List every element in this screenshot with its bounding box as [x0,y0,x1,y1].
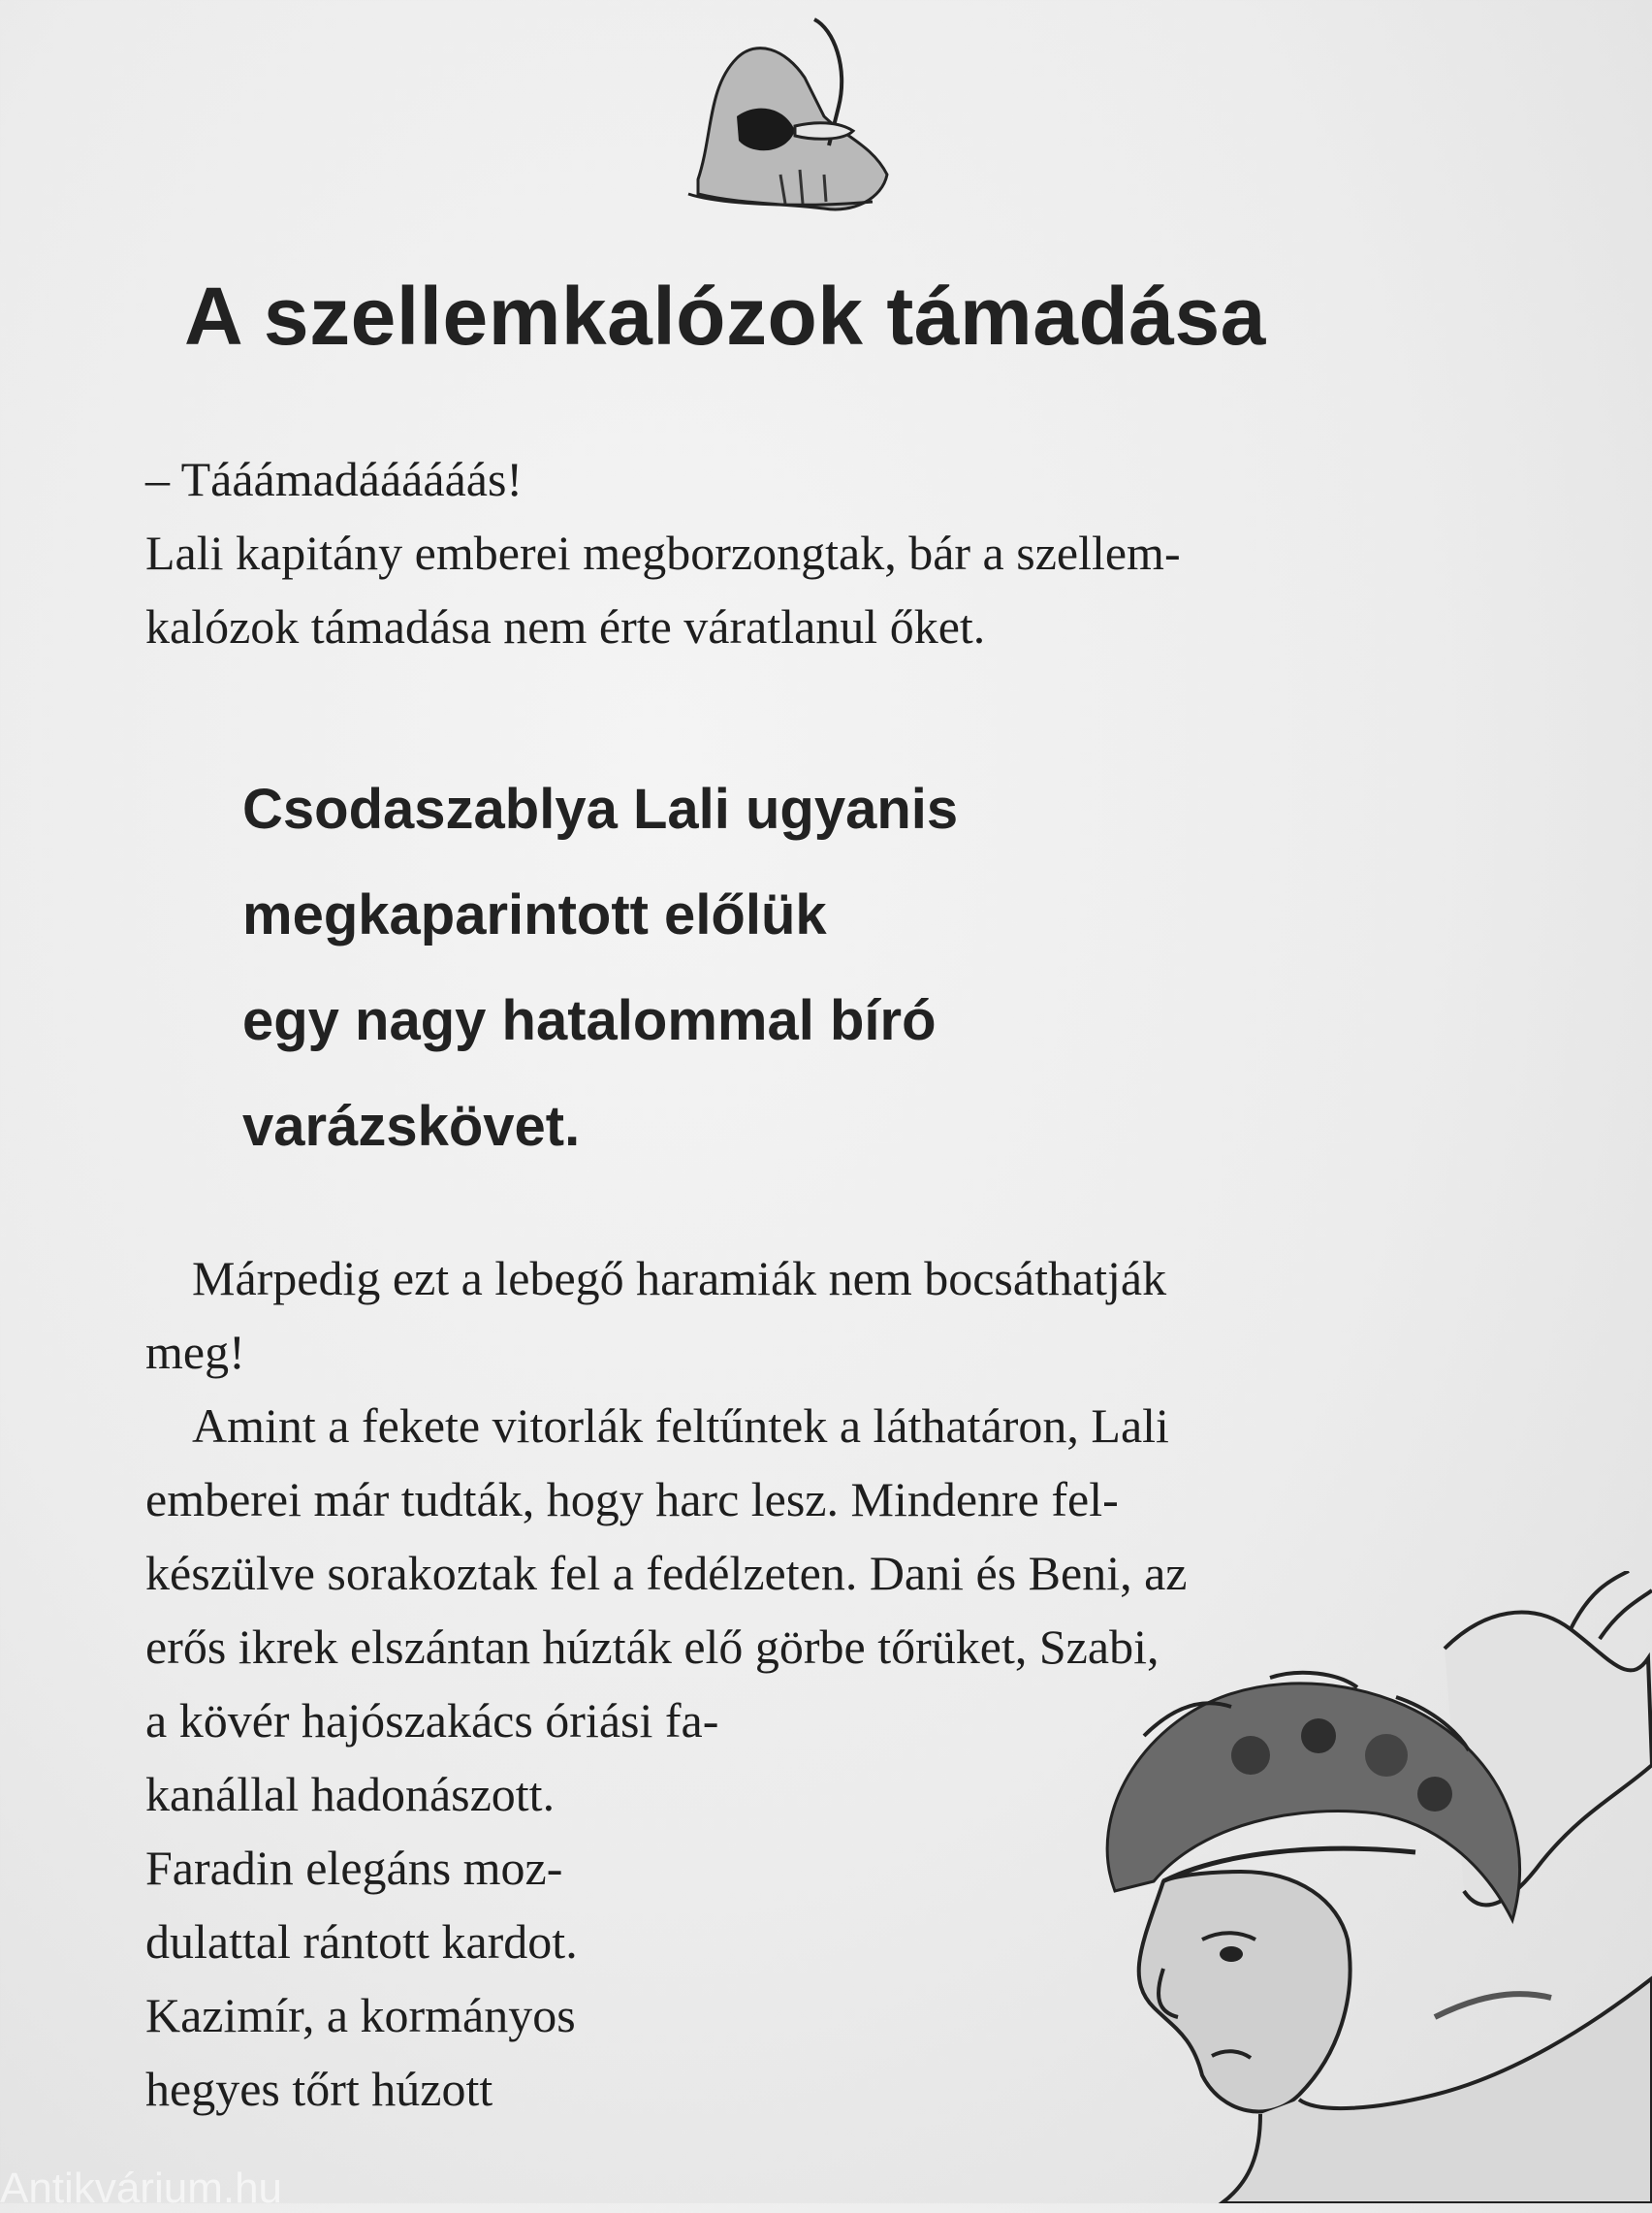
chapter-title: A szellemkalózok támadása [184,271,1266,362]
highlight-line: Csodaszablya Lali ugyanis [242,778,959,841]
highlight-block [242,756,1212,1179]
text-line: – Tááámadáááááás! [145,452,524,506]
text-line: emberei már tudták, hogy harc lesz. Mindenre fel- [145,1472,1119,1526]
text-line: a kövér hajószakács óriási fa- [145,1693,719,1748]
text-line: Amint a fekete vitorlák feltűntek a láthatáron, Lali [192,1398,1169,1453]
highlight-line: megkaparintott előlük [242,883,827,946]
pirate-hat-illustration [679,10,902,228]
text-line: meg! [145,1325,245,1379]
text-line: Lali kapitány emberei megborzongtak, bár a szellem- [145,526,1181,580]
pirate-character-illustration [1028,1571,1652,2203]
text-line: Faradin elegáns moz- [145,1841,563,1895]
intro-paragraph [145,442,1425,663]
text-line: Kazimír, a kormányos [145,1988,576,2042]
watermark-text: Antikvárium.hu [0,2165,283,2212]
text-line: kalózok támadása nem érte váratlanul őket. [145,599,986,654]
text-line: hegyes tőrt húzott [145,2062,493,2116]
narrow-paragraph [145,1684,719,2126]
justified-line-container [145,516,1425,590]
text-line: dulattal rántott kardot. [145,1914,578,1969]
text-line: kanállal hadonászott. [145,1767,556,1821]
text-line: Márpedig ezt a lebegő haramiák nem bocsáthatják [192,1251,1167,1305]
text-line: erős ikrek elszántan húzták elő görbe tőrüket, Szabi, [145,1620,1160,1674]
highlight-line: varázskövet. [242,1095,581,1158]
highlight-line: egy nagy hatalommal bíró [242,989,937,1052]
text-line: készülve sorakoztak fel a fedélzeten. Dani és Beni, az [145,1546,1188,1600]
